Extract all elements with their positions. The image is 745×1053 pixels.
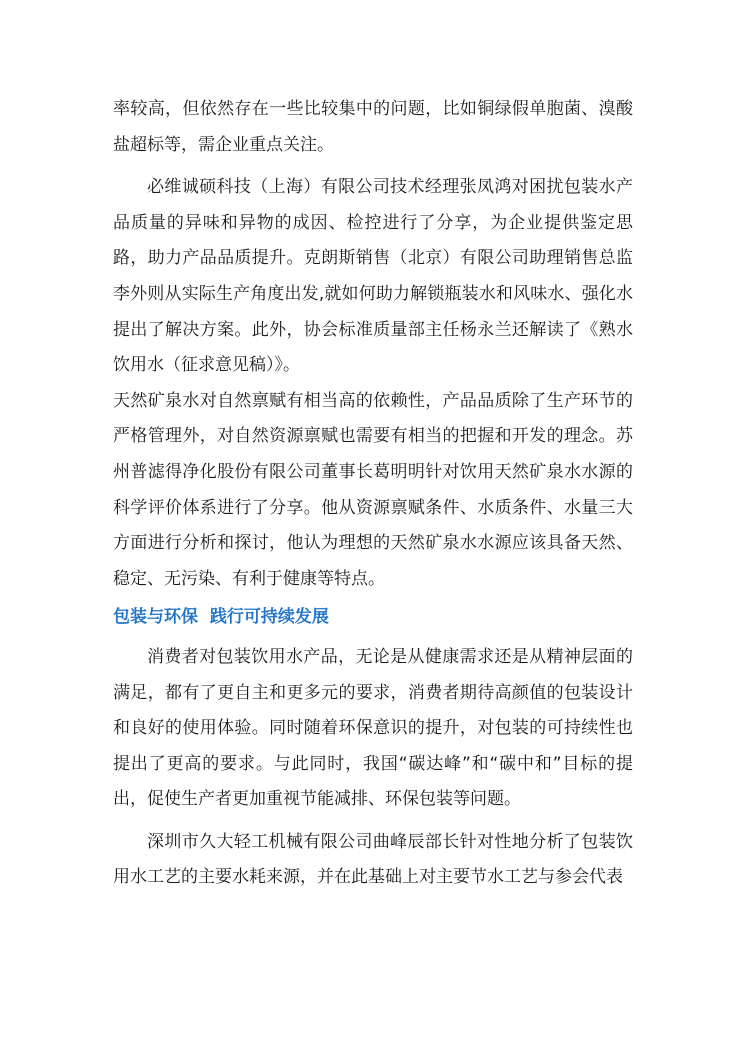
paragraph-continuation: 率较高，但依然存在一些比较集中的问题，比如铜绿假单胞菌、溴酸盐超标等，需企业重点关注。 (113, 99, 633, 155)
paragraph-water-saving: 深圳市久大轻工机械有限公司曲峰辰部长针对性地分析了包装饮用水工艺的主要水耗来源，并在此基础上对主要节水工艺与参会代表 (113, 831, 633, 888)
paragraph-expert-sharing: 必维诚硕科技（上海）有限公司技术经理张凤鸿对困扰包装水产品质量的异味和异物的成因、检控进行了分享，为企业提供鉴定思路，助力产品品质提升。克朗斯销售（北京）有限公司助理销售总监李外则从实际生产角度出发,就如何助力解锁瓶装水和风味水、强化水提出了解决方案。此外，协会标准质量部主任杨永兰还解读了《熟水饮用水（征求意见稿）》。 (113, 177, 633, 376)
paragraph-mineral-water: 天然矿泉水对自然禀赋有相当高的依赖性，产品品质除了生产环节的严格管理外，对自然资源禀赋也需要有相当的把握和开发的理念。苏州普滤得净化股份有限公司董事长葛明明针对饮用天然矿泉水水源的科学评价体系进行了分享。他从资源禀赋条件、水质条件、水量三大方面进行分析和探讨，他认为理想的天然矿泉水水源应该具备天然、稳定、无污染、有利于健康等特点。 (113, 390, 633, 589)
paragraph-consumer-packaging: 消费者对包装饮用水产品，无论是从健康需求还是从精神层面的满足，都有了更自主和更多元的要求，消费者期待高颜值的包装设计和良好的使用体验。同时随着环保意识的提升，对包装的可持续性也提出了更高的要求。与此同时，我国“碳达峰”和“碳中和”目标的提出，促使生产者更加重视节能减排、环保包装等问题。 (113, 646, 633, 810)
section-heading: 包装与环保 践行可持续发展 (113, 607, 329, 628)
